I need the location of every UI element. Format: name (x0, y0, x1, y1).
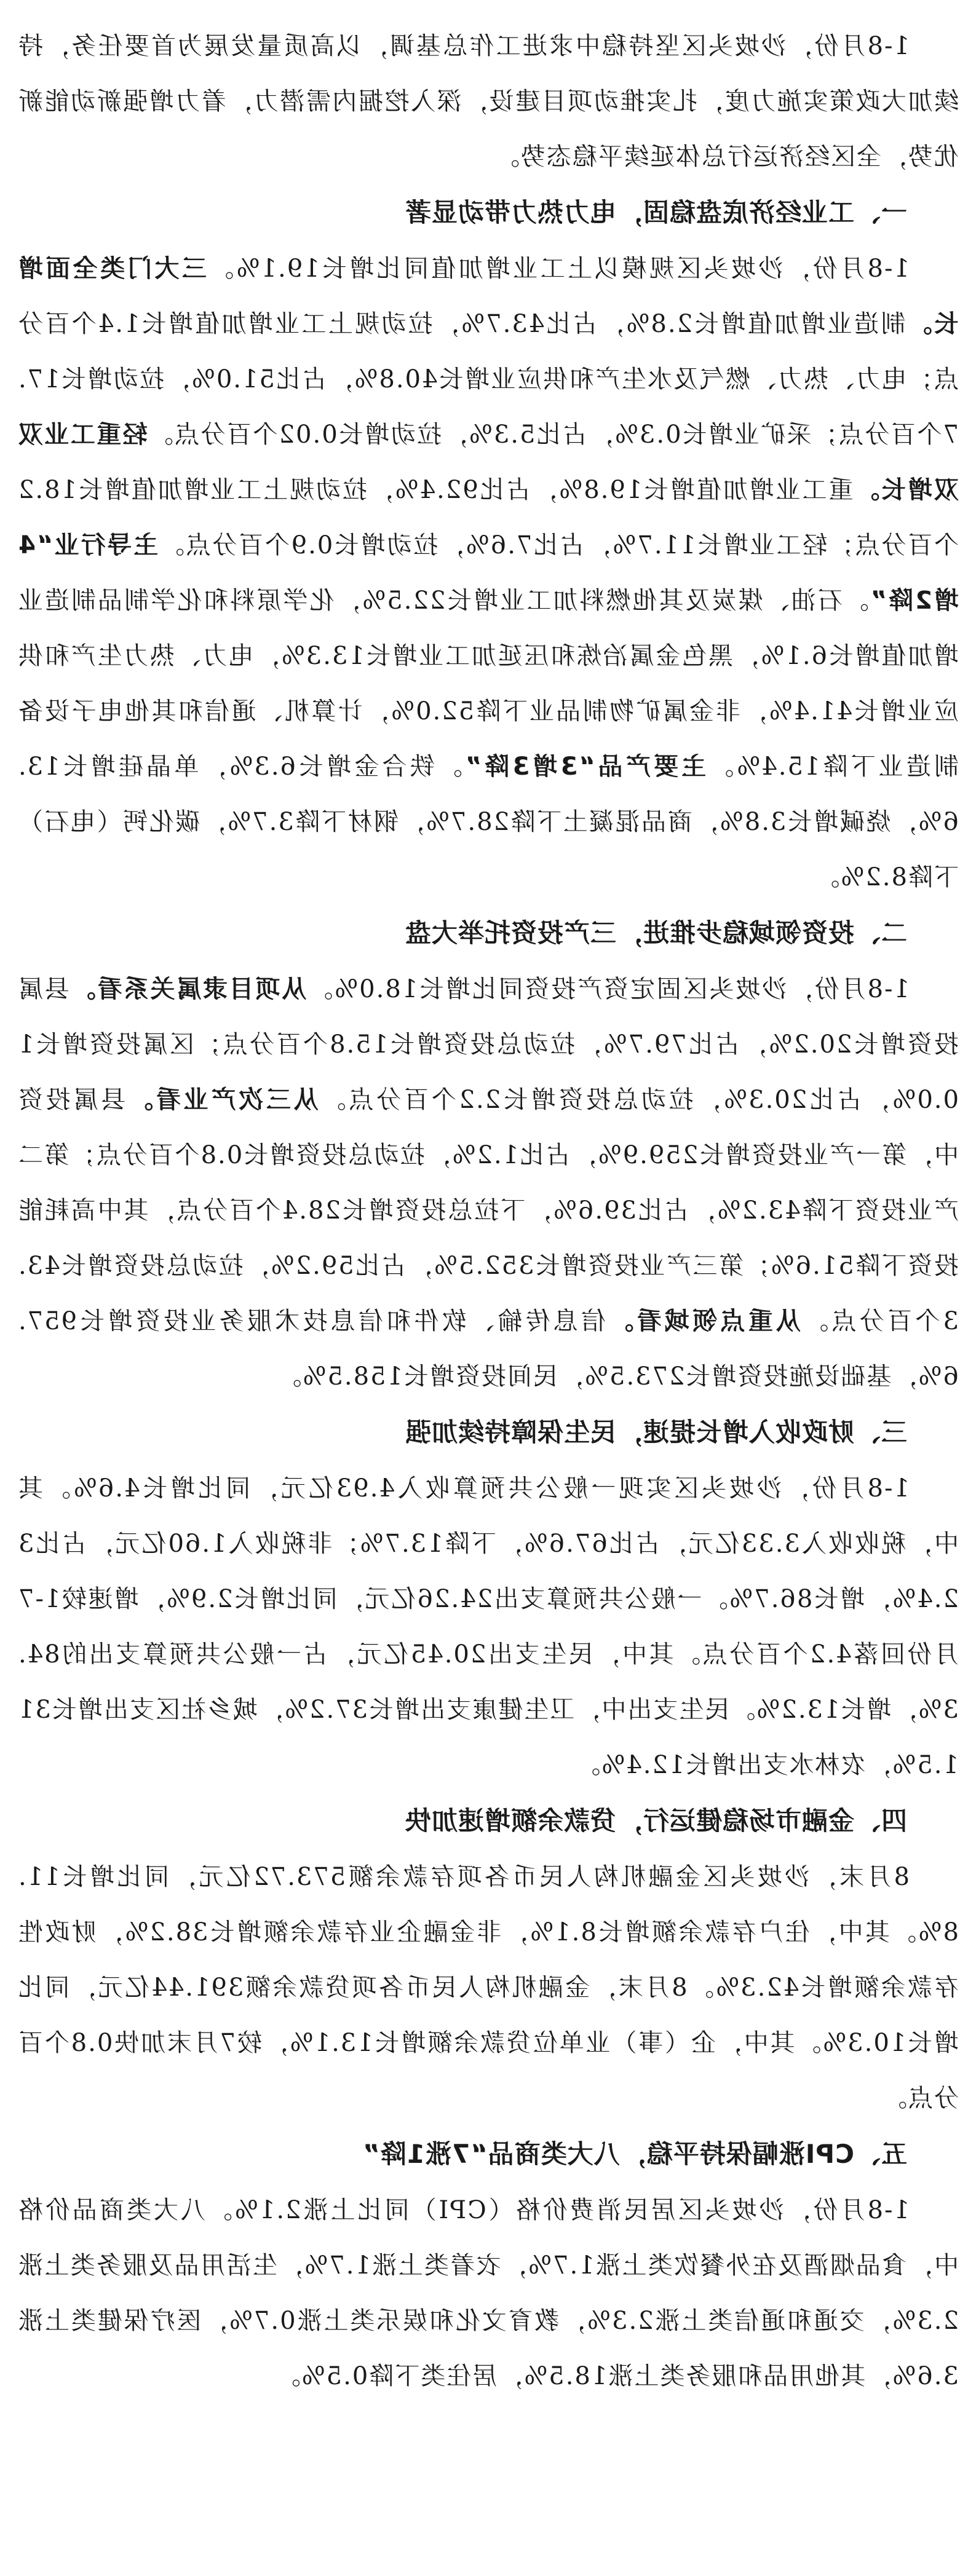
section-heading: 五、CPI涨幅保持平稳，八大类商品“7涨1降” (362, 2139, 907, 2169)
text-run: 县属投资增长20.2%，占比79.7%，拉动总投资增长15.8个百分点；区属投资增长10.0%，占比20.3%，拉动总投资增长2.2个百分点。 (17, 975, 959, 1114)
section-paragraph (17, 2183, 959, 2404)
section-heading: 二、投资领域稳步推进，三产投资托举大盘 (404, 918, 907, 948)
section-paragraph (17, 241, 959, 905)
section-paragraph (17, 962, 959, 1404)
text-run: 。铁合金增长6.3%，单晶硅增长13.6%，烧碱增长3.8%，商品混凝土下降28.7%，钢材下降3.7%，碳化钙（电石）下降8.2%。 (17, 753, 959, 891)
bold-phrase: 从三次产业看。 (125, 1086, 319, 1114)
text-run: 1-8月份，沙坡头区规模以上工业增加值同比增长19.1%。 (206, 255, 910, 283)
bold-phrase: 主导行业“4增2降” (17, 531, 959, 615)
text-run: 8月末，沙坡头区金融机构人民币各项存款余额573.72亿元，同比增长11.8%。其中，住户存款余额增长8.1%，非金融企业存款余额增长38.2%，财政性存款余额增长42.3%。8月末，金融机构人民币各项贷款余额391.44亿元，同比增长10.3%。其中，企（事）业单位贷款余额增长13.1%，较7月末加快0.8个百分点。 (17, 1863, 959, 2112)
text-run: 制造业增加值增长2.8%，占比43.7%，拉动规上工业增加值增长1.4个百分点；电力、热力、燃气及水生产和供应业增长40.8%，占比51.0%，拉动增长17.7个百分点；采矿业增长0.3%，占比5.3%，拉动增长0.02个百分点。 (17, 310, 959, 449)
section-heading: 三、财政收入增长提速，民生保障持续加强 (404, 1417, 907, 1447)
text-run: 县属投资中，第一产业投资增长259.9%，占比1.2%，拉动总投资增长0.8个百分点；第二产业投资下降43.2%，占比39.6%，下拉总投资增长28.4个百分点，其中高耗能投资下降51.6%；第三产业投资增长352.5%，占比59.2%，拉动总投资增长43.3个百分点。 (17, 1086, 959, 1335)
intro-paragraph: 1-8月份，沙坡头区坚持稳中求进工作总基调，以高质量发展为首要任务，持续加大政策实施力度，扎实推动项目建设，深入挖掘内需潜力，着力增强新动能新优势，全区经济运行总体延续平稳态势。 (17, 32, 959, 171)
sections-container (17, 184, 959, 2404)
section-paragraph (17, 1461, 959, 1793)
text-run: 1-8月份，沙坡头区固定资产投资同比增长18.0%。 (306, 975, 910, 1003)
text-run: 。石油、煤炭及其他燃料加工业增长22.5%，化学原料和化学制品制造业增加值增长6.1%，黑色金属冶炼和压延加工业增长13.3%，电力、热力生产和供应业增长41.4%，非金属矿物制品业下降52.0%，计算机、通信和其他电子设备制造业下降15.4%。 (17, 587, 959, 781)
bold-phrase: 轻重工业双双增长。 (17, 421, 959, 504)
section-paragraph (17, 1849, 959, 2126)
text-run: 重工业增加值增长19.8%，占比92.4%，拉动规上工业增加值增长18.2个百分点；轻工业增长11.7%，占比7.6%，拉动增长0.9个百分点。 (17, 476, 959, 559)
bold-phrase: 从重点领域看。 (606, 1307, 801, 1335)
bold-phrase: 主要产品“3增3降” (464, 753, 707, 781)
section-heading: 一、工业经济底盘稳固，电力热力带动显著 (404, 197, 907, 227)
bold-phrase: 三大门类全面增长。 (17, 255, 959, 338)
text-run: 1-8月份，沙坡头区实现一般公共预算收入4.93亿元，同比增长4.6%。其中，税收收入3.33亿元，占比67.6%，下降13.7%；非税收入1.60亿元，占比32.4%，增长86.7%。一般公共预算支出24.26亿元，同比增长2.9%，增速较1-7月份回落4.2个百分点。其中，民生支出20.45亿元，占一般公共预算支出的84.3%，增长13.2%。民生支出中，卫生健康支出增长37.2%，城乡社区支出增长311.5%，农林水支出增长12.4%。 (17, 1474, 959, 1779)
text-run: 1-8月份，沙坡头区居民消费价格（CPI）同比上涨2.1%。八大类商品价格中，食品烟酒及在外餐饮类上涨1.7%，衣着类上涨1.7%，生活用品及服务类上涨2.3%，交通和通信类上涨2.3%，教育文化和娱乐类上涨0.7%，医疗保健类上涨3.6%，其他用品和服务类上涨18.5%，居住类下降0.5%。 (17, 2196, 959, 2390)
section-heading: 四、金融市场稳健运行，贷款余额增速加快 (404, 1806, 907, 1836)
text-run: 信息传输、软件和信息技术服务业投资增长957.6%，基础设施投资增长273.5%，民间投资增长158.5%。 (17, 1307, 959, 1391)
bold-phrase: 从项目隶属关系看。 (69, 975, 307, 1003)
